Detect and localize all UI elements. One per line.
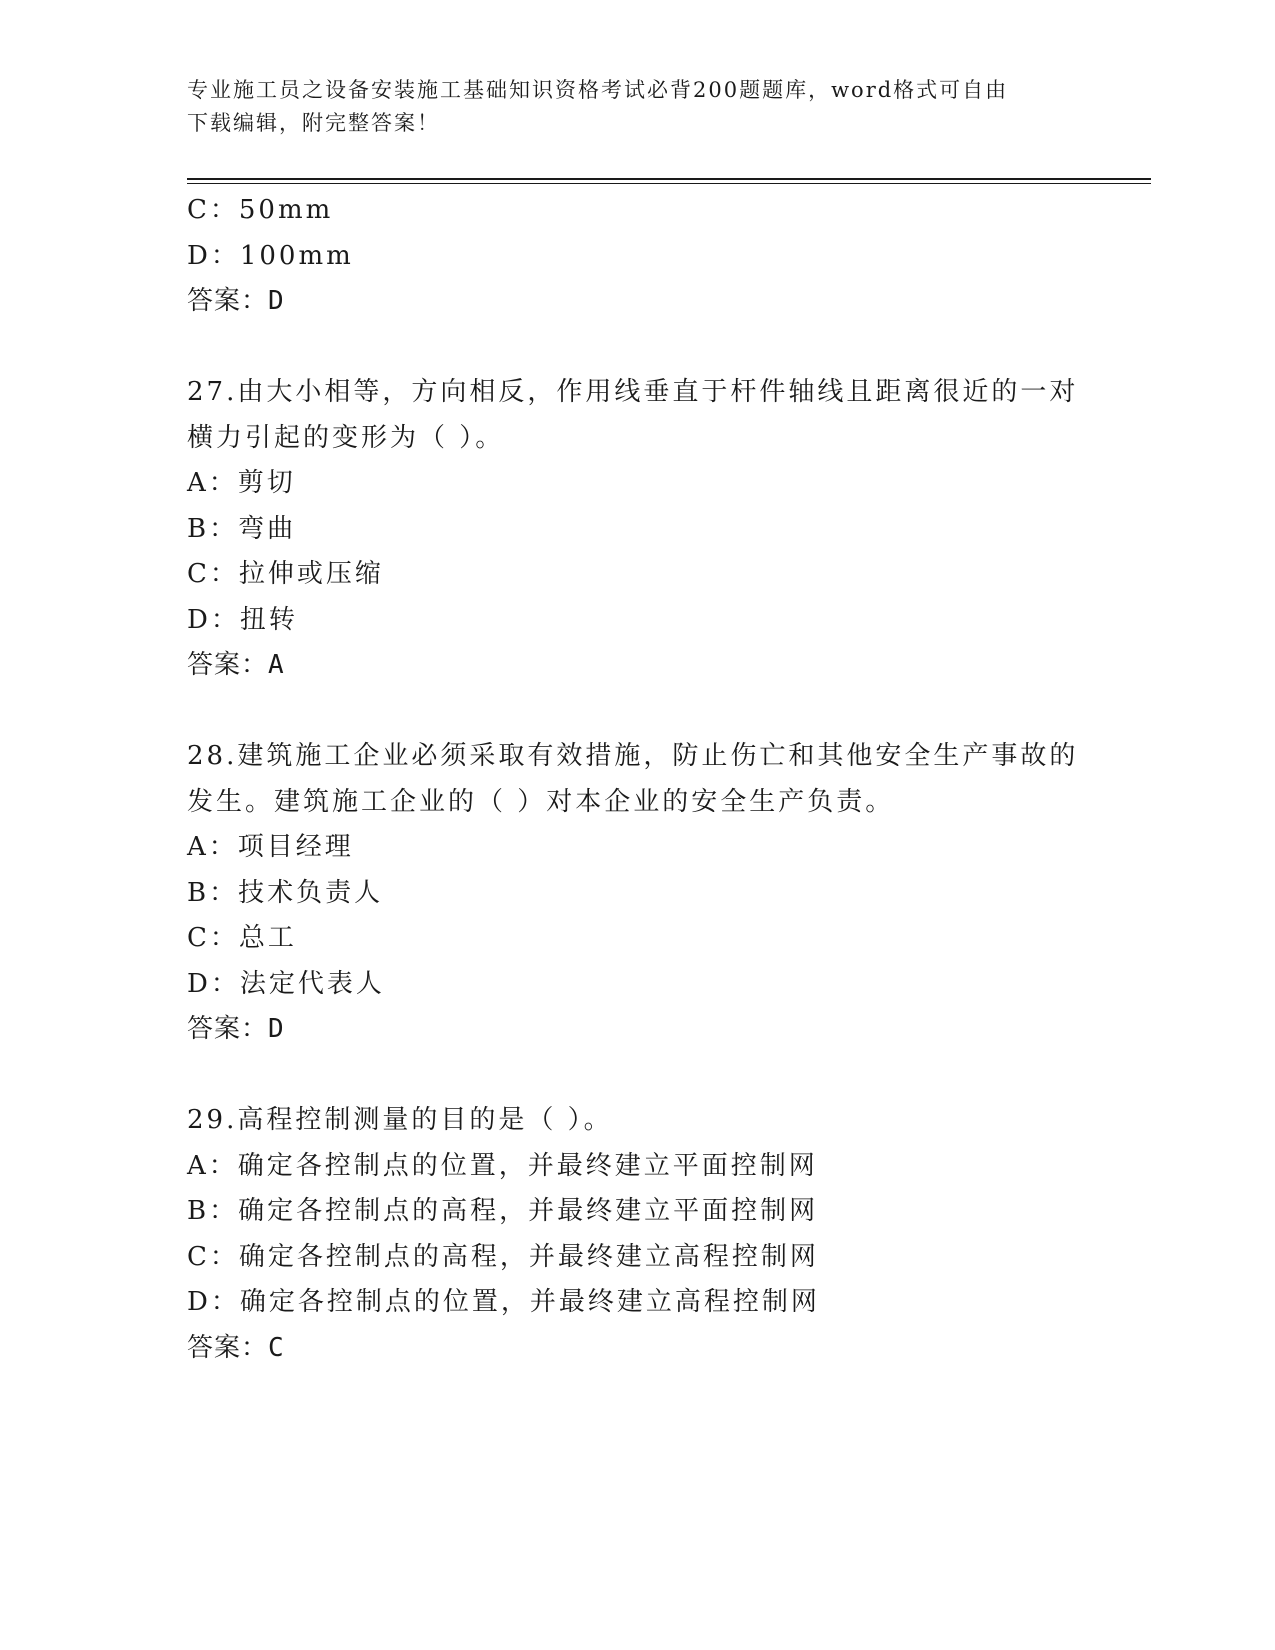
answer-line: 答案：D xyxy=(187,1014,285,1044)
option-a: A：项目经理 xyxy=(187,832,354,862)
question-spacer xyxy=(187,689,1087,735)
option-c: C：拉伸或压缩 xyxy=(187,559,384,589)
question-stem-line: 28.建筑施工企业必须采取有效措施，防止伤亡和其他安全生产事故的 xyxy=(187,741,1079,771)
option-a: A：确定各控制点的位置，并最终建立平面控制网 xyxy=(187,1150,818,1181)
option-d: D：扭转 xyxy=(187,604,298,635)
option-d: D：确定各控制点的位置，并最终建立高程控制网 xyxy=(187,1287,820,1317)
question-26-continued xyxy=(187,188,1087,325)
question-spacer xyxy=(187,1053,1087,1099)
question-stem-line: 27.由大小相等，方向相反，作用线垂直于杆件轴线且距离很近的一对 xyxy=(187,377,1079,407)
header-divider-thin xyxy=(187,183,1151,184)
option-c: C：总工 xyxy=(187,923,297,953)
header-line-2: 下载编辑，附完整答案！ xyxy=(187,111,440,135)
option-d: D：100mm xyxy=(187,240,354,271)
option-c: C：确定各控制点的高程，并最终建立高程控制网 xyxy=(187,1241,819,1272)
answer-line: 答案：C xyxy=(187,1332,285,1363)
option-b: B：技术负责人 xyxy=(187,877,384,908)
option-d: D：法定代表人 xyxy=(187,968,385,999)
question-29 xyxy=(187,1098,1087,1371)
question-stem-line: 29.高程控制测量的目的是（ ）。 xyxy=(187,1105,613,1135)
option-c: C：50mm xyxy=(187,195,334,225)
question-list xyxy=(187,188,1087,1371)
header-line-1: 专业施工员之设备安装施工基础知识资格考试必背200题题库，word格式可自由 xyxy=(187,78,1009,102)
question-stem-line: 横力引起的变形为（ ）。 xyxy=(187,422,505,453)
answer-line: 答案：D xyxy=(187,286,285,316)
question-stem-line: 发生。建筑施工企业的（ ）对本企业的安全生产负责。 xyxy=(187,786,895,817)
question-spacer xyxy=(187,325,1087,371)
answer-line: 答案：A xyxy=(187,650,285,680)
option-a: A：剪切 xyxy=(187,468,296,498)
question-27 xyxy=(187,370,1087,689)
header-divider-thick xyxy=(187,178,1151,180)
option-b: B：弯曲 xyxy=(187,513,297,544)
document-header xyxy=(187,74,1067,140)
question-28 xyxy=(187,734,1087,1053)
option-b: B：确定各控制点的高程，并最终建立平面控制网 xyxy=(187,1196,819,1226)
